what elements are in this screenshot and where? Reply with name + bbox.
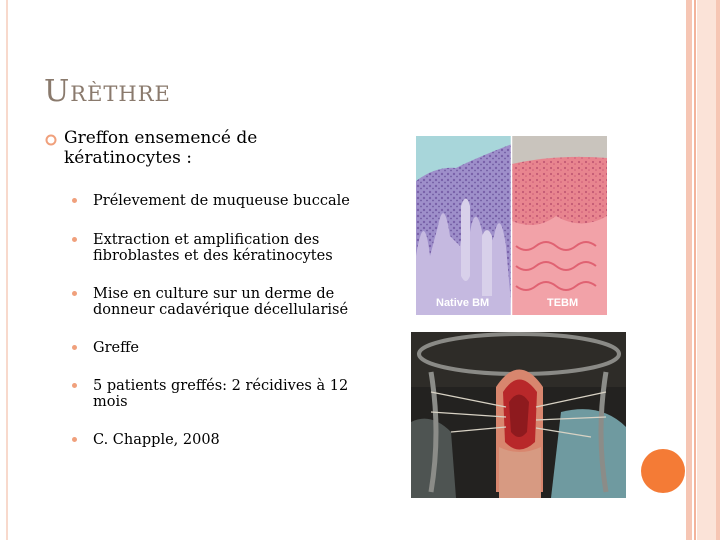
histology-label-right: TEBM: [547, 297, 579, 309]
right-decor-stripe: [686, 0, 692, 540]
slide-title: Urèthre: [44, 74, 171, 109]
bullet-dot-icon: [72, 383, 77, 388]
surgical-photo-svg: [411, 332, 626, 498]
histology-label-left: Native BM: [436, 297, 490, 309]
histology-svg: [416, 136, 607, 315]
bullet-dot-icon: [72, 291, 77, 296]
surgical-photo: [411, 332, 626, 498]
decorative-orange-circle: [641, 449, 685, 493]
right-decor-stripe: [694, 0, 696, 540]
circle-bullet-icon: [44, 133, 58, 147]
bullet-dot-icon: [72, 437, 77, 442]
main-bullet-text: Greffon ensemencé de kératinocytes :: [64, 128, 258, 168]
bullet-dot-icon: [72, 198, 77, 203]
left-decor-line: [6, 0, 8, 540]
right-decor-stripe: [716, 0, 720, 540]
right-decor-stripe: [697, 0, 716, 540]
bullet-dot-icon: [72, 345, 77, 350]
histology-image: [416, 136, 607, 315]
bullet-dot-icon: [72, 237, 77, 242]
